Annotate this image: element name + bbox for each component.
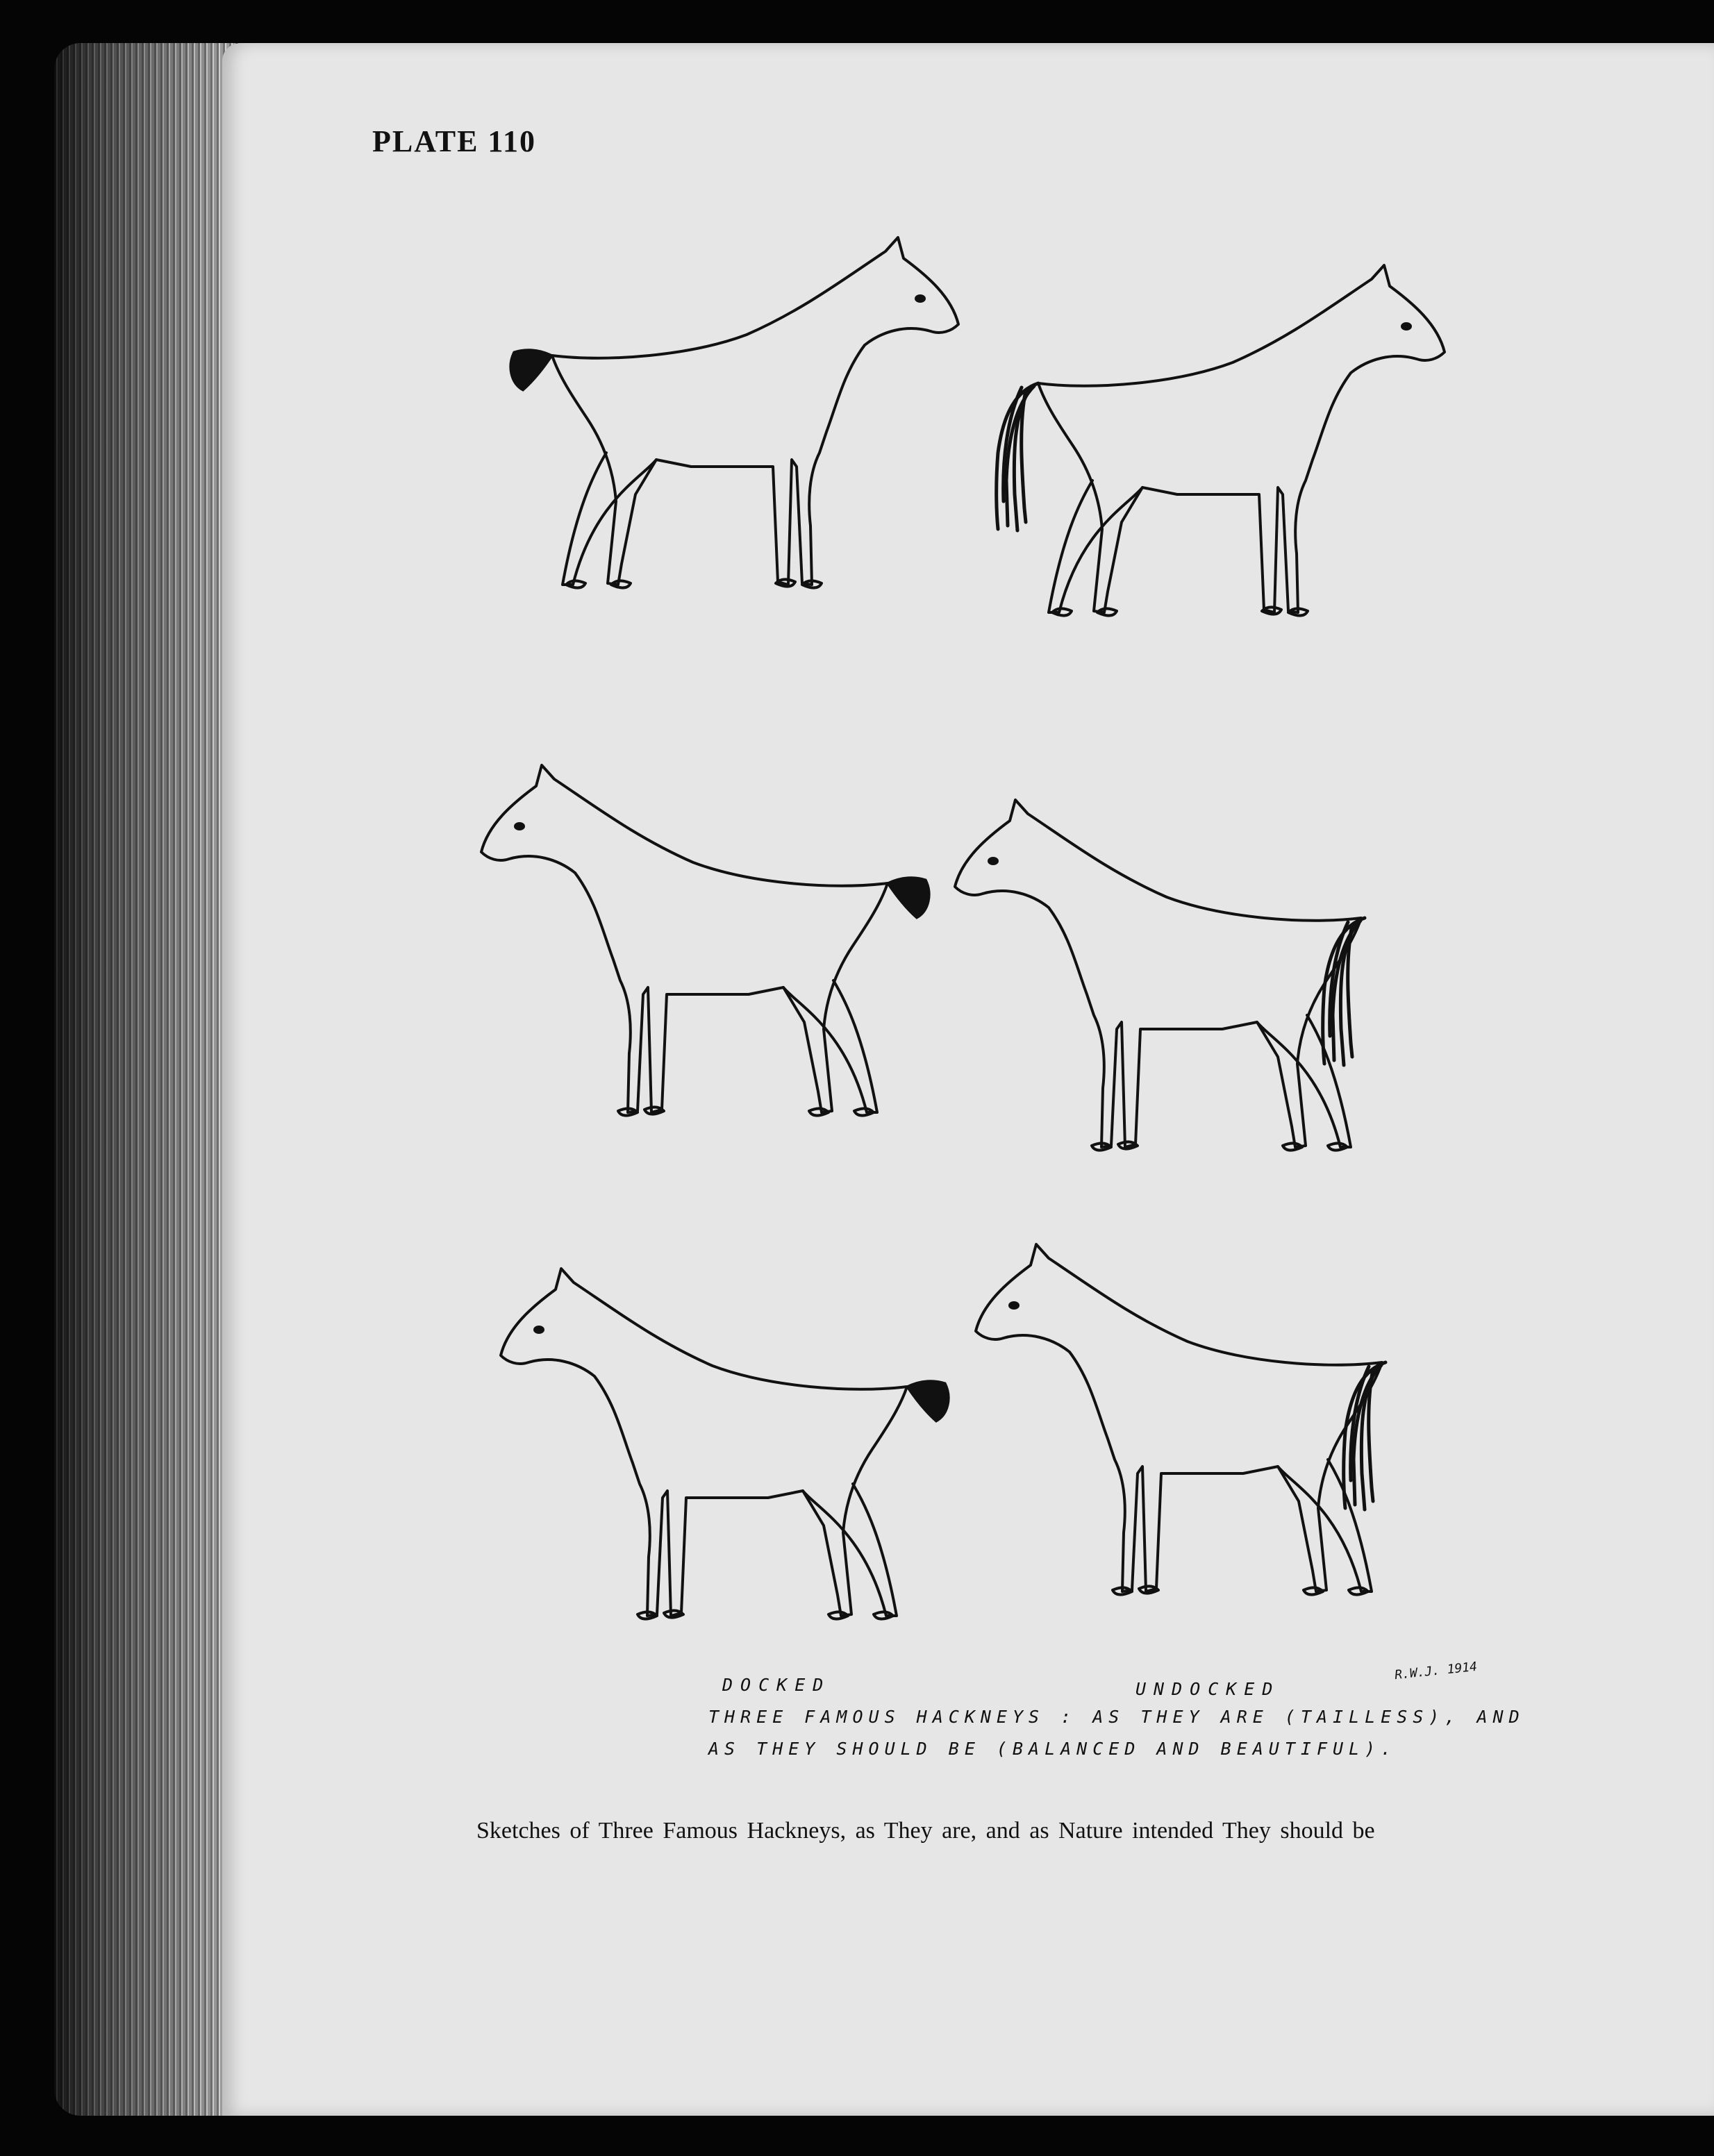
horse-undocked-3 <box>976 1244 1386 1595</box>
horse-illustrations <box>222 43 1714 2116</box>
docked-column-label: DOCKED <box>722 1675 831 1695</box>
book-edge <box>54 43 236 2116</box>
horse-docked-2 <box>481 765 929 1116</box>
horse-undocked-1 <box>997 265 1445 616</box>
horse-docked-3 <box>501 1269 949 1619</box>
plate-caption: Sketches of Three Famous Hackneys, as They are, and as Nature intended They should be <box>476 1818 1375 1844</box>
artist-signature: R.W.J. 1914 <box>1394 1659 1478 1683</box>
plate-number: PLATE 110 <box>372 124 537 158</box>
illustration-title-line-2: AS THEY SHOULD BE (BALANCED AND BEAUTIFUL). <box>708 1739 1397 1759</box>
undocked-column-label: UNDOCKED <box>1135 1679 1281 1699</box>
book-page <box>222 43 1714 2116</box>
horse-docked-1 <box>510 237 958 588</box>
illustration-title-line-1: THREE FAMOUS HACKNEYS : AS THEY ARE (TAILLESS), AND <box>708 1707 1525 1727</box>
horse-undocked-2 <box>955 800 1365 1151</box>
